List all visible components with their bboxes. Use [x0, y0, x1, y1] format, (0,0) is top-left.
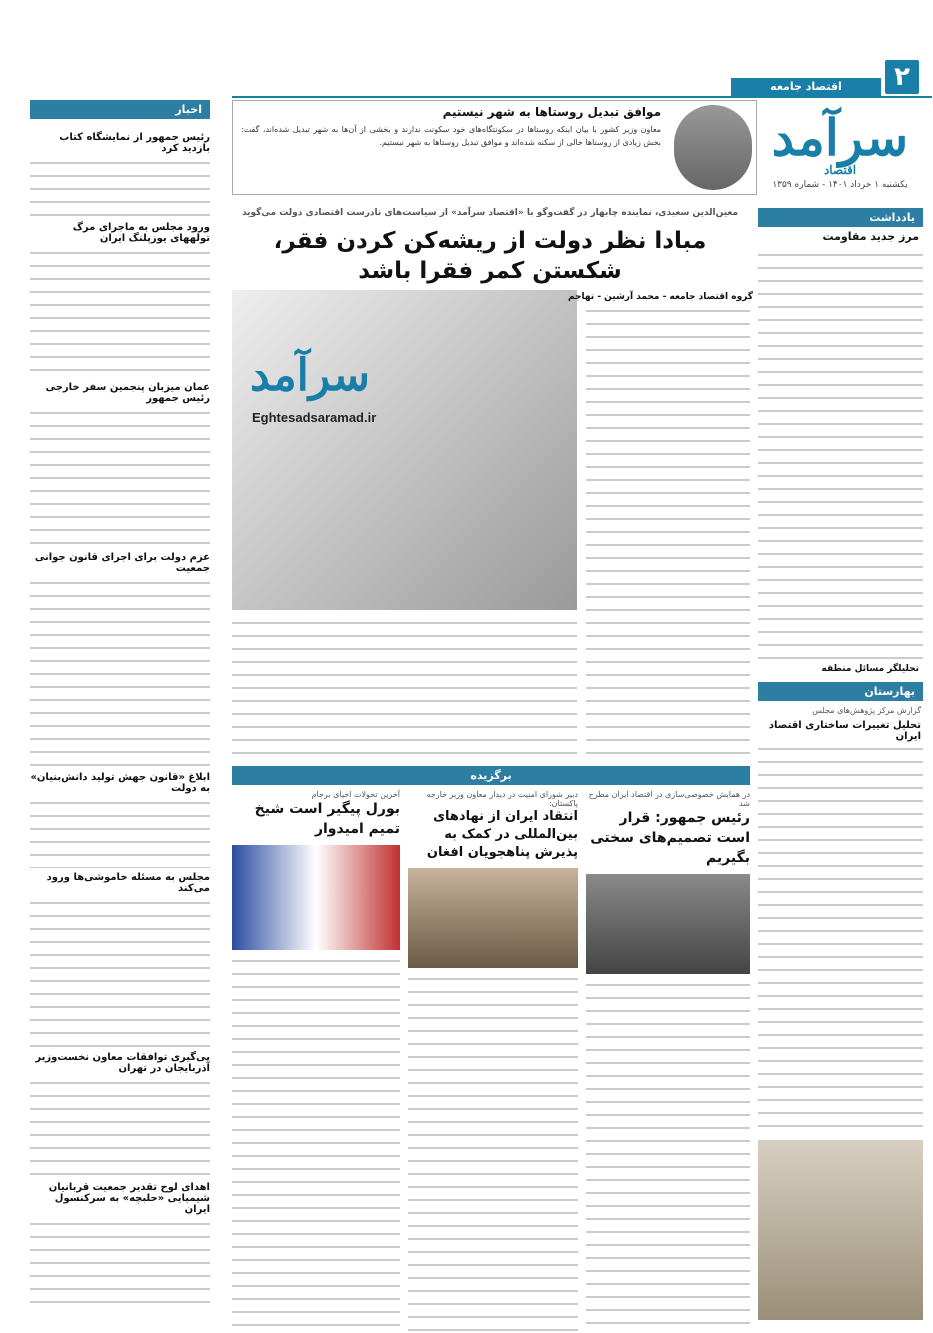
news-title: پی‌گیری توافقات معاون نخست‌وزیر آذربایجان در تهران [35, 1052, 210, 1074]
news-title: عزم دولت برای اجرای قانون جوانی جمعیت [34, 552, 210, 574]
news-title: ورود مجلس به ماجرای مرگ تولههای یوزپلنگ ایران [72, 222, 210, 244]
header-rule [232, 96, 932, 98]
story-3-title: بورل پیگیر است شیخ تمیم امیدوار [254, 801, 400, 837]
story-2 [408, 790, 578, 1333]
story-2-body [408, 974, 578, 1333]
bahar-header: بهارستان [758, 682, 923, 701]
official-photo [674, 105, 752, 190]
news-title: رئیس جمهور از نمایشگاه کتاب بازدید کرد [59, 132, 210, 154]
interview-photo [232, 290, 577, 610]
website-label: Eghtesadsaramad.ir [252, 410, 377, 425]
byline: گروه اقتصاد جامعه - محمد آرشین - تهاجم [567, 292, 753, 302]
story-1-body [586, 980, 750, 1333]
story-1-kicker: در همایش خصوصی‌سازی در اقتصاد ایران مطرح شد [588, 790, 750, 808]
newspaper-logo: سرآمد اقتصاد [771, 108, 909, 177]
news-title: ابلاغ «قانون جهش تولید دانش‌بنیان» به دولت [30, 772, 210, 794]
story-3-kicker: آخرین تحولات احیای برجام [311, 790, 400, 799]
top-story-box [232, 100, 757, 195]
note-header: یادداشت [758, 208, 923, 227]
watermark-logo: سرآمد [250, 350, 371, 401]
headline-title: مبادا نظر دولت از ریشه‌کن کردن فقر، شکستن کمر فقرا باشد [273, 228, 707, 284]
picked-header: برگزیده [232, 766, 750, 785]
news-column [30, 126, 210, 1321]
article-body-right [586, 306, 750, 756]
dateline: یکشنبه ۱ خرداد ۱۴۰۱ - شماره ۱۳۵۹ [772, 180, 908, 190]
top-story-title: موافق تبدیل روستاها به شهر نیستیم [442, 105, 661, 119]
story-1-photo [586, 874, 750, 974]
bahar-body [758, 744, 923, 1134]
top-story-text: معاون وزیر کشور با بیان اینکه روستاها در سکونتگاه‌های خود سکونت ندارند و بخشی از آن‌ها به شهر تبدیل شده‌اند، گفت: بخش زیادی از روستاها خالی از سکنه شده‌اند و موافق تبدیل روستاها به شهر نیستیم. [241, 125, 661, 147]
bahar-kicker: گزارش مرکز پژوهش‌های مجلس [812, 706, 921, 715]
section-title: اقتصاد جامعه [731, 78, 881, 96]
story-2-title: انتقاد ایران از نهادهای بین‌المللی در کمک به پذیرش پناهجویان افغان [426, 809, 578, 860]
bahar-title: تحلیل تغییرات ساختاری اقتصاد ایران [768, 720, 921, 742]
parliament-photo [758, 1140, 923, 1320]
news-title: اهدای لوح تقدیر جمعیت قربانیان شیمیایی «حلبچه» به سرکنسول ایران [48, 1182, 210, 1215]
story-3-body [232, 956, 400, 1333]
note-body [758, 250, 923, 660]
note-title: مرز جدید مقاومت [822, 230, 919, 243]
page-number: ۲ [885, 60, 919, 94]
story-1 [586, 790, 750, 1333]
story-2-photo [408, 868, 578, 968]
story-2-kicker: دبیر شورای امنیت در دیدار معاون وزیر خارجه پاکستان: [426, 790, 578, 808]
story-1-title: رئیس جمهور: قرار است تصمیم‌های سختی بگیریم [590, 810, 750, 866]
news-title: عمان میزبان پنجمین سفر خارجی رئیس جمهور [45, 382, 210, 404]
article-body-bottom [232, 618, 577, 756]
news-title: مجلس به مسئله خاموشی‌ها ورود می‌کند [46, 872, 210, 894]
headline-kicker: معین‌الدین سعیدی، نماینده چابهار در گفت‌وگو با «اقتصاد سرآمد» از سیاست‌های نادرست اقتصادی دولت می‌گوید [241, 208, 739, 218]
news-header: اخبار [30, 100, 210, 119]
note-author: تحلیلگر مسائل منطقه [821, 664, 919, 674]
story-3-photo [232, 845, 400, 950]
story-3 [232, 790, 400, 1333]
